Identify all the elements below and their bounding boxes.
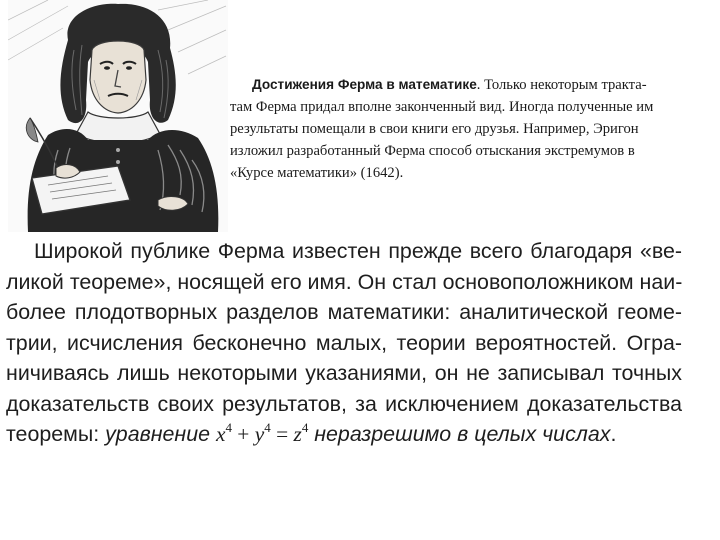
equation-plus: + (231, 422, 255, 446)
body-line-7 (6, 419, 682, 450)
equation-exp-1: 4 (225, 420, 232, 435)
caption-line-2: там Ферма придал вполне законченный вид. Иногда полученные им (230, 99, 654, 115)
body-line-1: Широкой публике Ферма известен прежде всего благодаря «ве- (34, 239, 682, 263)
caption-line-3: результаты помещали в свои книги его друзья. Например, Эригон (230, 121, 639, 137)
theorem-italic-start: уравнение (105, 422, 216, 446)
equation-z: z (293, 422, 302, 446)
caption-line-1 (230, 74, 712, 96)
equation-exp-2: 4 (264, 420, 271, 435)
body-line-4: трии, исчисления бесконечно малых, теории вероятностей. Огра- (6, 330, 682, 355)
body-line-2: ликой теореме», носящей его имя. Он стал основоположником наи- (6, 269, 683, 294)
equation-exp-3: 4 (301, 420, 309, 435)
main-paragraph (6, 236, 682, 450)
caption-line-1-rest: . Только некоторым тракта- (476, 77, 647, 93)
equation-x: x (215, 422, 226, 446)
caption-heading: Достижения Ферма в математике (252, 77, 477, 92)
body-line-5: ничиваясь лишь некоторыми указаниями, он не записывал точных (6, 361, 682, 385)
body-line-3: более плодотворных разделов математики: аналитической геоме- (6, 300, 682, 324)
theorem-prefix: теоремы: (6, 422, 106, 446)
portrait-caption (230, 74, 712, 184)
caption-line-4: изложил разработанный Ферма способ отыскания экстремумов в (230, 143, 635, 159)
equation-y: y (254, 422, 265, 446)
fermat-portrait-engraving (8, 0, 228, 232)
fermat-equation (216, 422, 308, 446)
body-line-6: доказательств своих результатов, за исключением доказательства (6, 391, 682, 416)
theorem-italic-end: неразрешимо в целых числах (308, 422, 611, 446)
equation-equals: = (270, 422, 294, 446)
caption-line-5: «Курсе математики» (1642). (230, 165, 404, 181)
theorem-period: . (610, 422, 617, 446)
